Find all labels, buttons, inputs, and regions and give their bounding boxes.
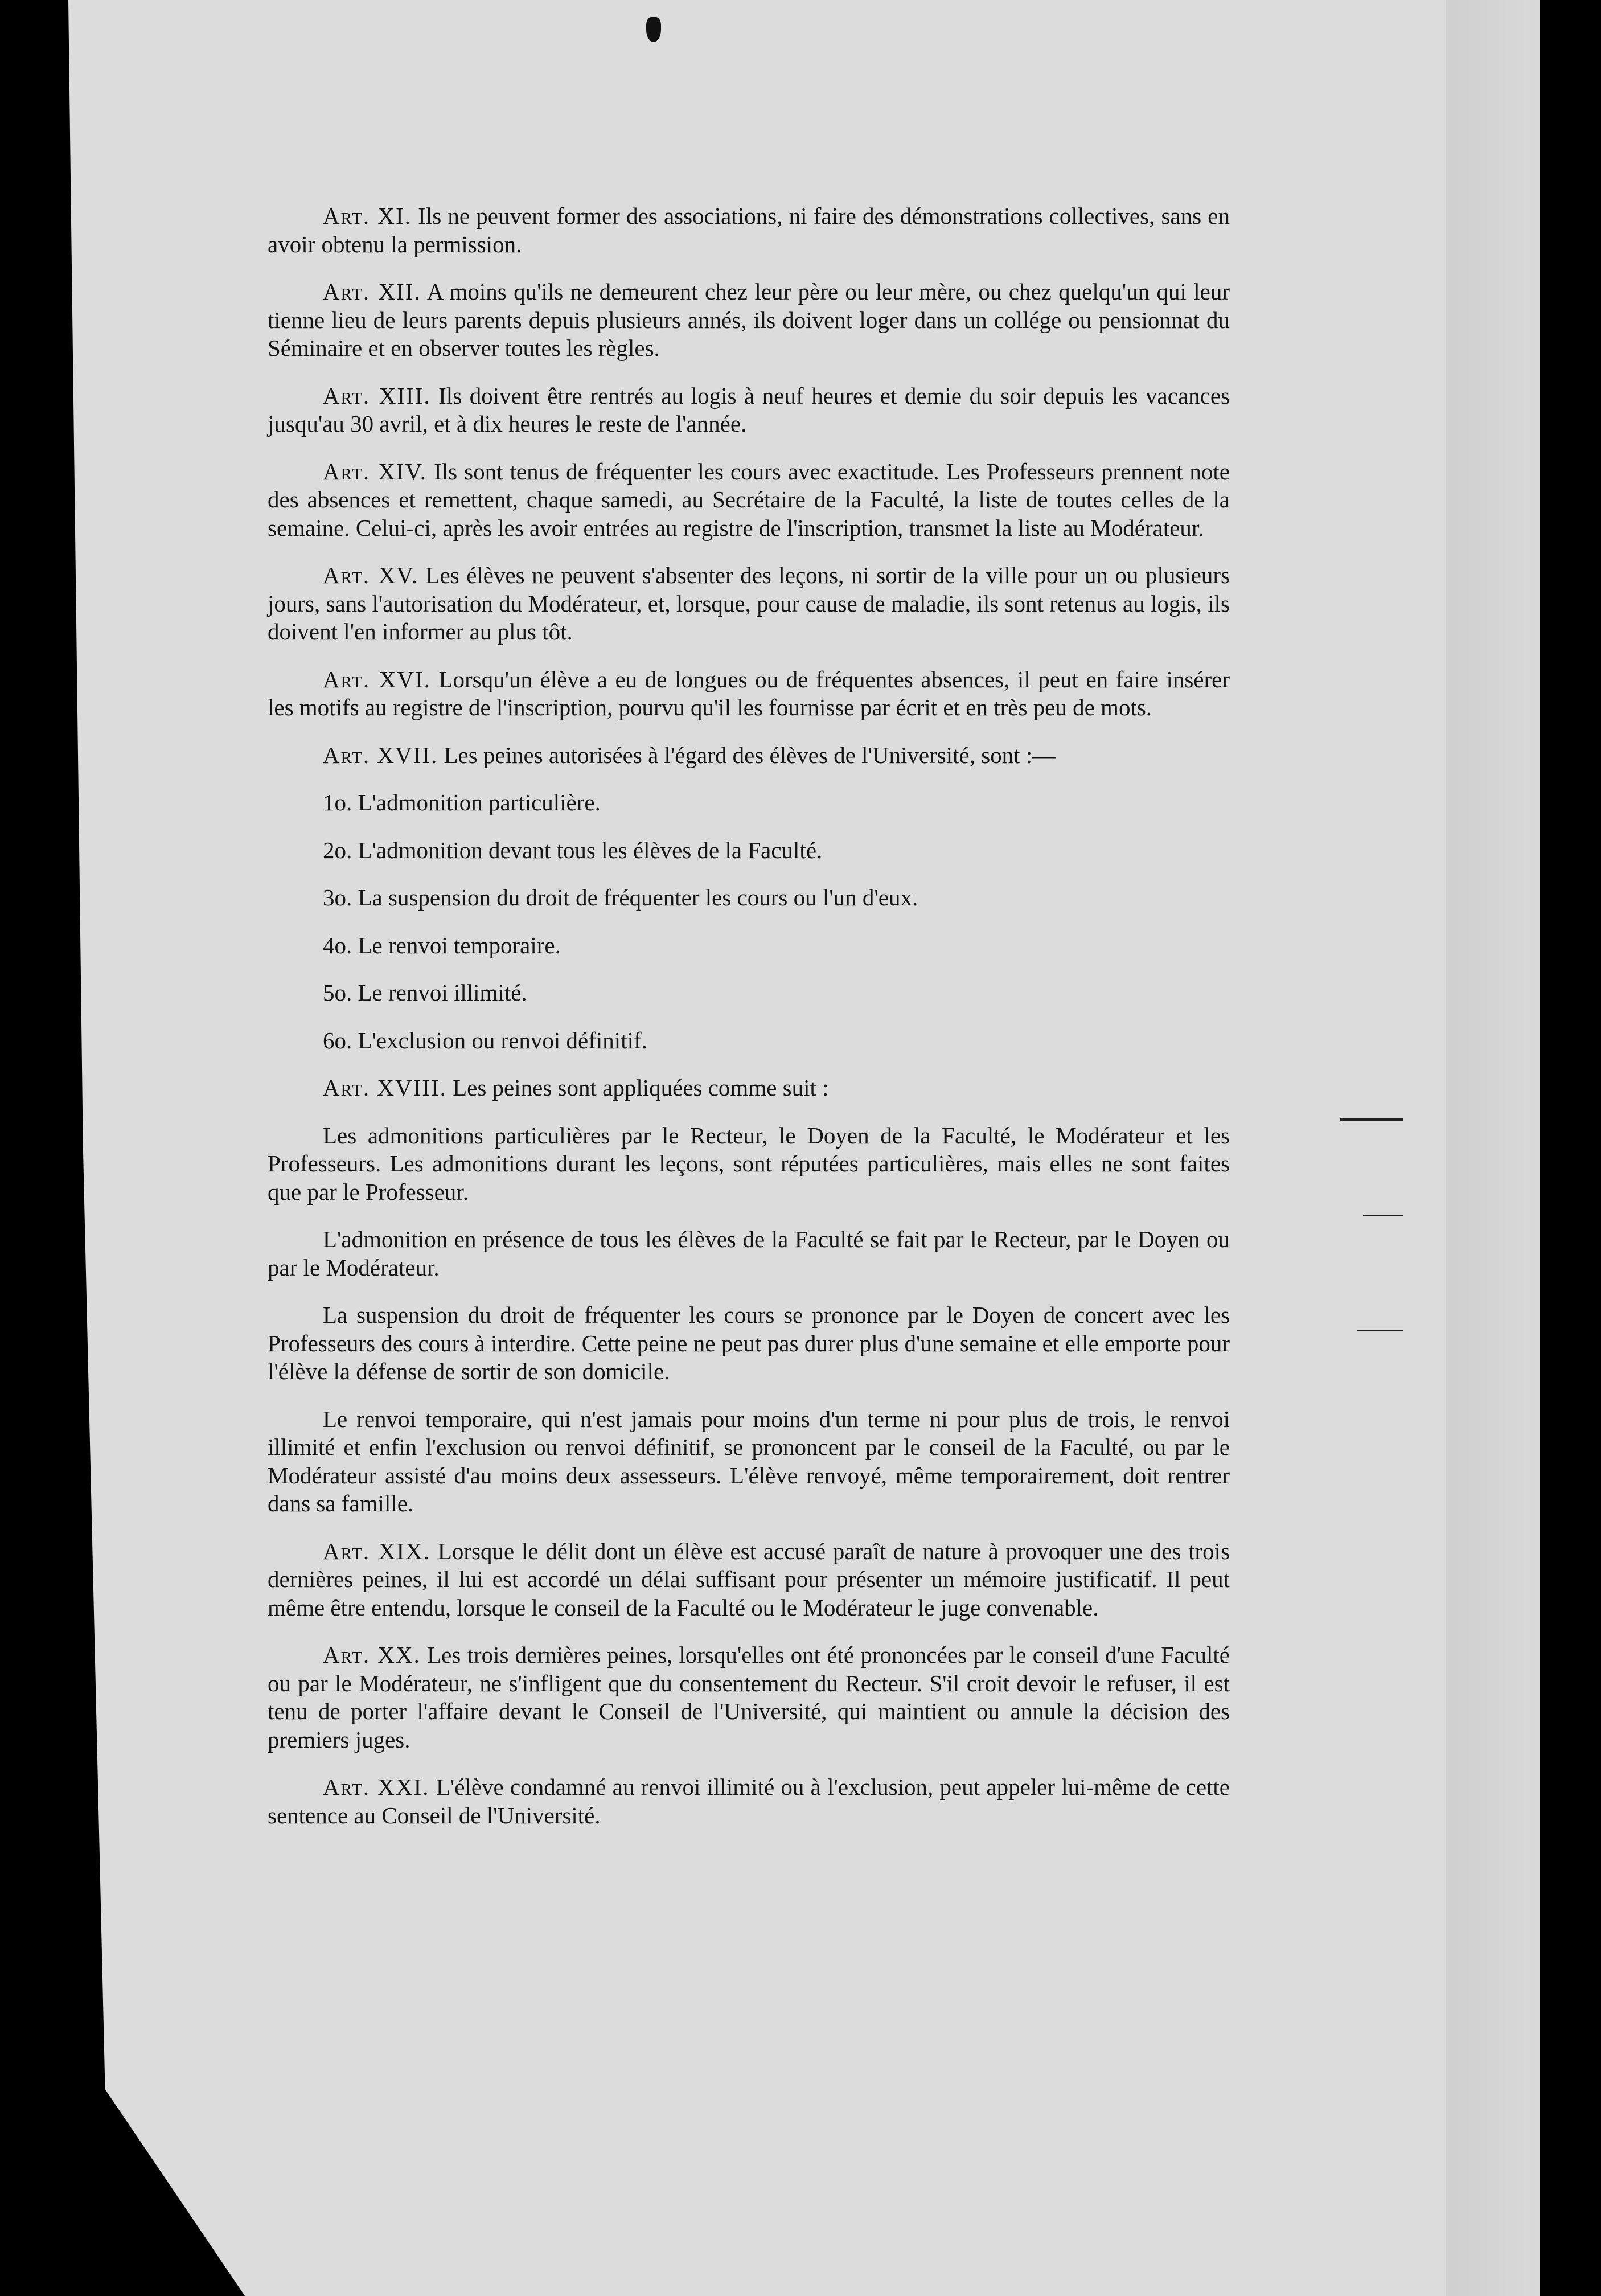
ink-blot [646, 17, 661, 42]
article-paragraph [268, 202, 1230, 259]
article-paragraph [268, 278, 1230, 363]
penalty-item: 3o. La suspension du droit de fréquenter les cours ou l'un d'eux. [323, 884, 918, 911]
penalty-item: 5o. Le renvoi illimité. [323, 979, 527, 1006]
article-label: Art. XVIII. [323, 1075, 447, 1101]
application-paragraph: Le renvoi temporaire, qui n'est jamais pour moins d'un terme ni pour plus de trois, le renvoi illimité et enfin l'exclusion ou renvoi définitif, se prononcent par le conseil de la Faculté, ou par le Modérateur assisté d'au moins deux assesseurs. L'élève renvoyé, même temporairement, doit rentrer dans sa famille. [268, 1405, 1230, 1516]
penalty-item: 2o. L'admonition devant tous les élèves de la Faculté. [323, 837, 823, 863]
article-paragraph [268, 741, 1230, 770]
article-text: Les peines sont appliquées comme suit : [453, 1075, 829, 1101]
application-paragraph: La suspension du droit de fréquenter les cours se prononce par le Doyen de concert avec les Professeurs des cours à interdire. Cette peine ne peut pas durer plus d'une semaine et elle emporte pour l'élève la défense de sortir de son domicile. [268, 1302, 1230, 1384]
article-label: Art. XI. [323, 203, 412, 229]
article-label: Art. XII. [323, 278, 421, 305]
article-label: Art. XX. [323, 1642, 421, 1668]
article-text: L'élève condamné au renvoi illimité ou à l'exclusion, peut appeler lui-même de cette sentence au Conseil de l'Université. [268, 1774, 1230, 1828]
article-text: Les peines autorisées à l'égard des élèves de l'Université, sont :— [444, 741, 1056, 768]
article-label: Art. XIX. [323, 1538, 431, 1564]
article-paragraph [268, 1074, 1230, 1102]
edge-mark [1363, 1215, 1403, 1216]
article-text: Les élèves ne peuvent s'absenter des leçons, ni sortir de la ville pour un ou plusieurs jours, sans l'autorisation du Modérateur, et, lorsque, pour cause de maladie, ils sont retenus au logis, ils doivent l'en informer au plus tôt. [268, 562, 1230, 645]
article-paragraph [268, 1773, 1230, 1830]
application-paragraph: Les admonitions particulières par le Recteur, le Doyen de la Faculté, le Modérateur et les Professeurs. Les admonitions durant les leçons, sont réputées particulières, mais elles ne sont faites que par le Professeur. [268, 1122, 1230, 1205]
article-text: Lorsque le délit dont un élève est accusé paraît de nature à provoquer une des trois dernières peines, il lui est accordé un délai suffisant pour présenter un mémoire justificatif. Il peut même être entendu, lorsque le conseil de la Faculté ou le Modérateur le juge convenable. [268, 1538, 1230, 1621]
article-label: Art. XIII. [323, 382, 431, 409]
penalty-item: 6o. L'exclusion ou renvoi définitif. [323, 1027, 647, 1053]
article-text: Les trois dernières peines, lorsqu'elles ont été prononcées par le conseil d'une Faculté ou par le Modérateur, ne s'infligent que du consentement du Recteur. S'il croit devoir le refuser, il est tenu de porter l'affaire devant le Conseil de l'Université, qui maintient ou annule la décision des premiers juges. [268, 1642, 1230, 1753]
article-text: Ils doivent être rentrés au logis à neuf heures et demie du soir depuis les vacances jusqu'au 30 avril, et à dix heures le reste de l'année. [268, 382, 1230, 437]
penalty-item: 1o. L'admonition particulière. [323, 789, 601, 815]
article-label: Art. XXI. [323, 1774, 430, 1800]
article-paragraph [268, 666, 1230, 722]
document-body [268, 202, 1230, 1849]
article-paragraph [268, 561, 1230, 646]
application-paragraph: L'admonition en présence de tous les élèves de la Faculté se fait par le Recteur, par le Doyen ou par le Modérateur. [268, 1226, 1230, 1281]
article-text: Ils ne peuvent former des associations, ni faire des démonstrations collectives, sans en avoir obtenu la permission. [268, 203, 1230, 257]
article-label: Art. XV. [323, 562, 418, 588]
article-label: Art. XVII. [323, 741, 438, 768]
article-label: Art. XIV. [323, 458, 428, 485]
article-text: Lorsqu'un élève a eu de longues ou de fréquentes absences, il peut en faire insérer les motifs au registre de l'inscription, pourvu qu'il les fournisse par écrit et en très peu de mots. [268, 666, 1230, 720]
edge-mark [1340, 1118, 1403, 1121]
article-paragraph [268, 382, 1230, 438]
article-paragraph [268, 1641, 1230, 1754]
article-text: A moins qu'ils ne demeurent chez leur père ou leur mère, ou chez quelqu'un qui leur tienne lieu de leurs parents depuis plusieurs annés, ils doivent loger dans un collége ou pensionnat du Séminaire et en observer toutes les règles. [268, 278, 1230, 361]
article-label: Art. XVI. [323, 666, 431, 692]
penalty-item: 4o. Le renvoi temporaire. [323, 932, 561, 958]
article-text: Ils sont tenus de fréquenter les cours avec exactitude. Les Professeurs prennent note des absences et remettent, chaque samedi, au Secrétaire de la Faculté, la liste de toutes celles de la semaine. Celui-ci, après les avoir entrées au registre de l'inscription, transmet la liste au Modérateur. [268, 458, 1230, 541]
article-paragraph [268, 1538, 1230, 1622]
article-paragraph [268, 458, 1230, 543]
edge-mark [1357, 1330, 1403, 1331]
